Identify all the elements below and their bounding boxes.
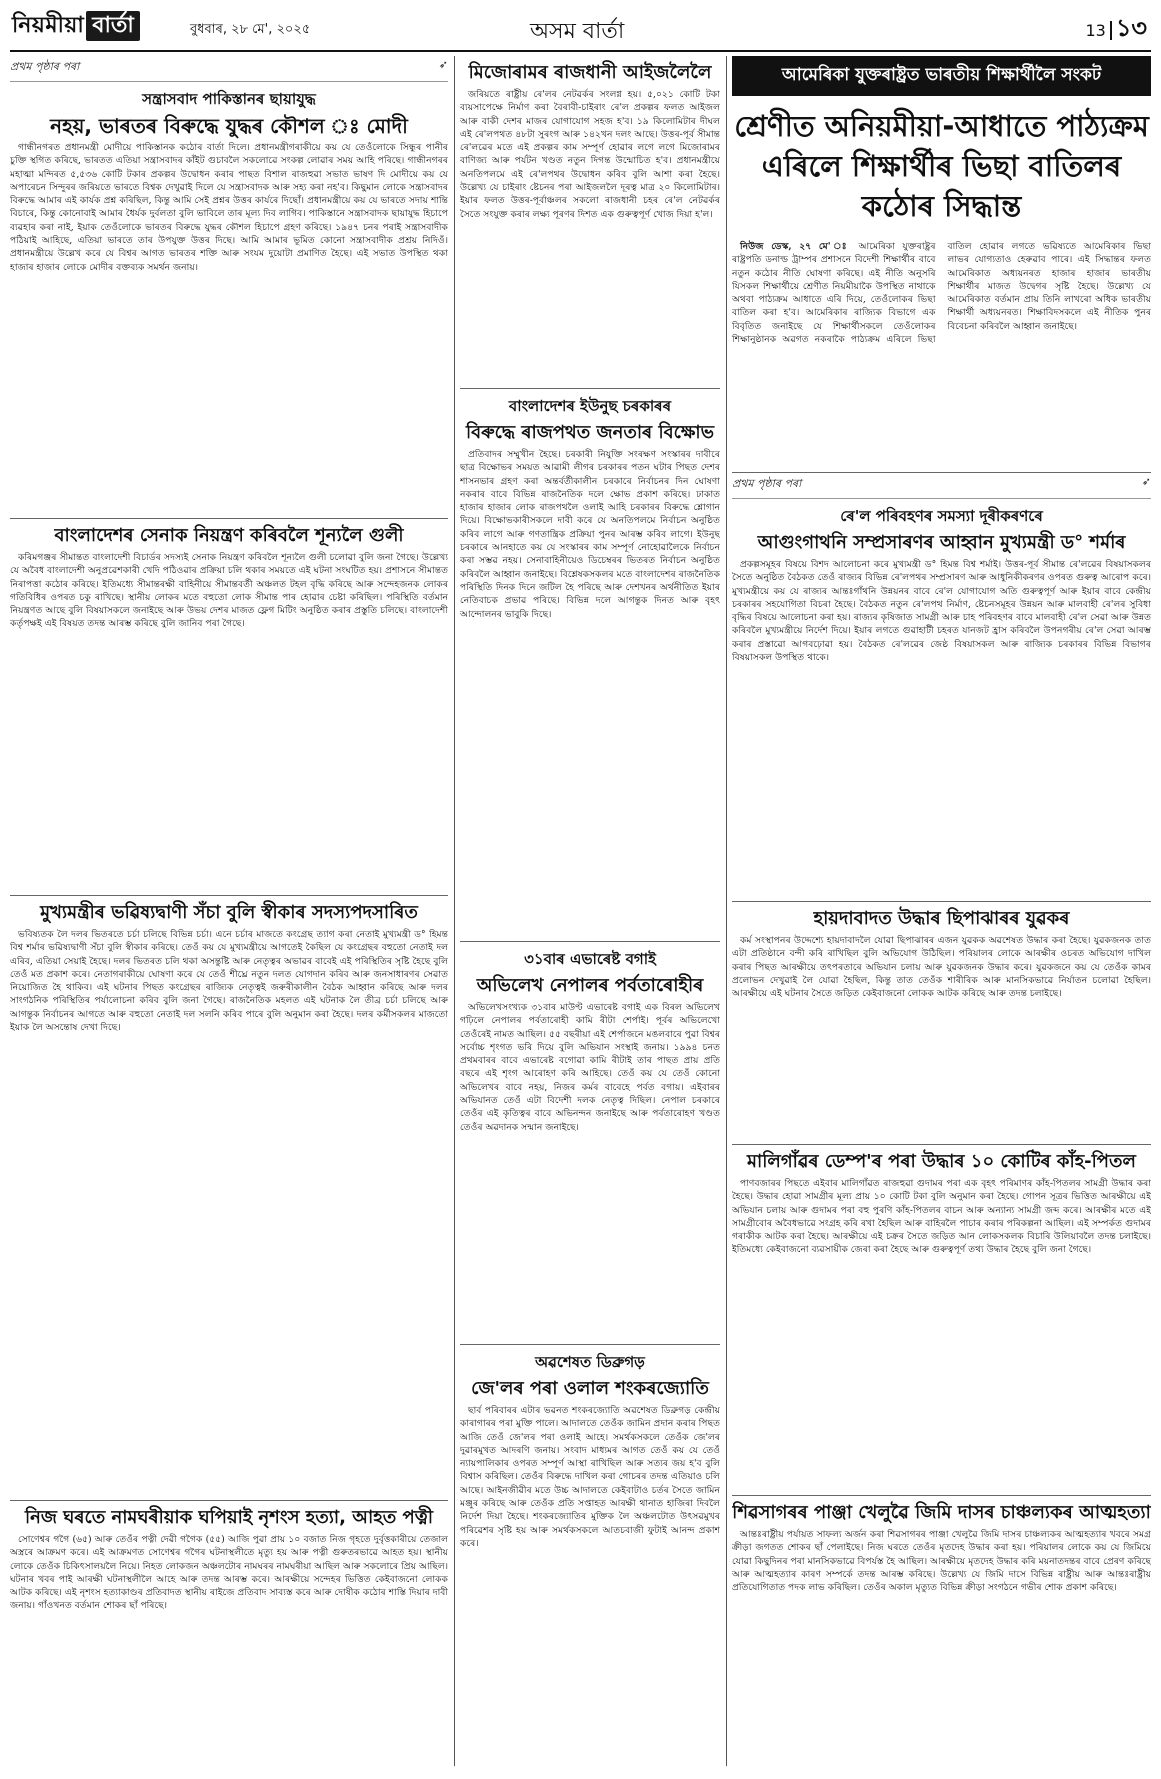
article (10, 519, 448, 896)
newspaper-logo (12, 8, 140, 44)
article-body: সোণেশ্বৰ গগৈ (৬৫) আৰু তেওঁৰ পত্নী দেৱী গগৈক (৫৫) আজি পুৱা প্ৰায় ১০ বজাত নিজ গৃহতে দুৰ্বৃত্তকাৰীয়ে তেজাল অস্ত্ৰৰে আক্ৰমণ কৰে। এই আক্ৰমণত সোণেশ্বৰ গগৈৰ ঘটনাস্থলীতে মৃত্যু হয় আৰু পত্নী গুৰুতৰভাৱে আহত হয়। স্থানীয় লোকে তেওঁক চিকিৎসালয়লৈ নিয়ে। নিহত লোকজন অঞ্চলটোৰ নামঘৰৰ নামঘৰীয়া আছিল আৰু সকলোৰে প্ৰিয় আছিল। ঘটনাৰ খবৰ পাই আৰক্ষী ঘটনাস্থলীলৈ আহে আৰু তদন্ত আৰম্ভ কৰে। আৰক্ষীয়ে সন্দেহৰ ভিত্তিত কেইবাজনো লোকক আটক কৰিছে। এই নৃশংস হত্যাকাণ্ডৰ প্ৰতিবাদত স্থানীয় ৰাইজে প্ৰতিবাদ সাব্যস্ত কৰে আৰু দোষীক কঠোৰ শাস্তি দিয়াৰ দাবী জনায়। গাঁওখনত বৰ্তমান শোকৰ ছাঁ পৰিছে। (10, 1534, 448, 1612)
article (10, 896, 448, 1501)
article-headline: বিৰুদ্ধে ৰাজপথত জনতাৰ বিক্ষোভ (465, 422, 715, 443)
article (732, 1496, 1151, 1756)
lead-article (732, 236, 1151, 473)
article-body: জৰিয়তে ৰাষ্ট্ৰীয় ৰে'লৰ নেটৱৰ্কৰ সংলগ্ন হয়। ৫,০২১ কোটি টকা ব্যয়সাপেক্ষে নিৰ্মাণ কৰা বৈৰাবী-চাইৰাং ৰে'ল প্ৰকল্পৰ ফলত আইজল আৰু বাকী দেশৰ মাজৰ যোগাযোগ সহজ হ'ব। ১৯ কিলোমিটাৰ দীঘল এই ৰে'লপথত ৪৮টা সুৰংগ আৰু ১৪২খন দলং আছে। উত্তৰ-পূৰ্ব সীমান্ত ৰে'লৱেৰ মতে এই প্ৰকল্পৰ কাম সম্পূৰ্ণ হোৱাৰ লগে লগে মিজোৰামৰ বাণিজ্য আৰু পৰ্যটন খণ্ডত নতুন দিগন্ত উন্মোচিত হ'ব। প্ৰধানমন্ত্ৰীয়ে অনতিপলমে এই ৰে'লপথৰ উদ্বোধন কৰিব বুলি আশা কৰা হৈছে। উল্লেখ্য যে চাইৰাং ষ্টেচনৰ পৰা আইজললৈ দূৰত্ব মাত্ৰ ২০ কিলোমিটাৰ। ইয়াৰ ফলত উত্তৰ-পূৰ্বাঞ্চলৰ সকলো ৰাজধানী চহৰ ৰে'ল নেটৱৰ্কৰ সৈতে সংযুক্ত কৰাৰ লক্ষ্য পূৰণৰ দিশত এক গুৰুত্বপূৰ্ণ খোজ দিয়া হ'ল। (460, 89, 720, 220)
article-body: গান্ধীনগৰত প্ৰধানমন্ত্ৰী মোদীয়ে পাকিস্তানক কঠোৰ বাৰ্তা দিলে। প্ৰধানমন্ত্ৰীগৰাকীয়ে কয় যে তেওঁলোকে সিন্ধুৰ পানীৰ চুক্তি স্থগিত কৰিছে, ভাৰতত এতিয়া সন্ত্ৰাসবাদৰ কাঁইট গুচাবলৈ সকলোৱে সংকল্প লোৱাৰ সময় আহি পৰিছে। গান্ধীনগৰৰ মহাত্মা মন্দিৰত ৫,৫৩৬ কোটি টকাৰ প্ৰকল্পৰ উদ্বোধন কৰাৰ পাছত বিশাল ৰাজহুৱা সভাত ভাষণ দি মোদীয়ে কয় যে অপাৰেচন সিন্দুৰৰ জৰিয়তে ভাৰতে বিশ্বক দেখুৱাই দিলে যে সন্ত্ৰাসবাদক আৰু সহ্য কৰা নহ'ব। কিছুমান লোকে সন্ত্ৰাসবাদৰ বিৰুদ্ধে আমাৰ এই কাৰ্যক প্ৰশ্ন কৰিছিল, কিন্তু আমি সেই প্ৰশ্নৰ উত্তৰ কাৰ্যৰে দিছোঁ। প্ৰধানমন্ত্ৰীয়ে কয় যে ভাৰতে সদায় শান্তি বিচাৰে, কিন্তু কোনোবাই আমাৰ ধৈৰ্যক দুৰ্বলতা বুলি ভাবিলে তাৰ মূল্য দিব লাগিব। পাকিস্তানে সন্ত্ৰাসবাদক ছায়াযুদ্ধ হিচাপে ব্যৱহাৰ কৰা নাই, ইয়াক তেওঁলোকে ভাৰতৰ বিৰুদ্ধে যুদ্ধৰ কৌশল হিচাপে গ্ৰহণ কৰিছে। ১৯৪৭ চনৰ পৰাই সন্ত্ৰাসবাদীক পঠিয়াই আহিছে, এতিয়া ভাৰতে তাৰ উপযুক্ত উত্তৰ দিছে। আমি আমাৰ ভূমিত কোনো সন্ত্ৰাসবাদীক প্ৰশ্ৰয় নিদিওঁ। প্ৰধানমন্ত্ৰীয়ে উল্লেখ কৰে যে বিশ্বৰ আগত ভাৰতৰ শক্তি আৰু সংযম দুয়োটা প্ৰমাণিত হৈছে। এই সভাত উপস্থিত থকা হাজাৰ হাজাৰ লোকে মোদীৰ বক্তব্যক সমৰ্থন জনায়। (10, 142, 448, 273)
logo-part2: বাৰ্তা (86, 11, 140, 41)
article-headline: মিজোৰামৰ ৰাজধানী আইজলৈলৈ (468, 62, 712, 83)
article (460, 1345, 720, 1775)
article-kicker: অৱশেষত ডিব্ৰুগড় (535, 1353, 645, 1371)
page-number-latin: 13 (1085, 21, 1111, 40)
article-headline: আগুংগাথনি সম্প্ৰসাৰণৰ আহ্বান মুখ্যমন্ত্ৰী ড° শৰ্মাৰ (757, 532, 1126, 553)
article-headline: মালিগাঁৱৰ ডেম্প'ৰ পৰা উদ্ধাৰ ১০ কোটিৰ কাঁহ-পিতল (747, 1151, 1136, 1172)
article-headline: শিৱসাগৰৰ পাঞ্জা খেলুৱৈ জিমি দাসৰ চাঞ্চল্যকৰ আত্মহত্যা (732, 1502, 1151, 1523)
article-body: কৰ্ম সংস্থাপনৰ উদ্দেশ্যে হায়দাবাদলৈ যোৱা ছিপাঝাৰৰ এজন যুৱকক অৱশেষত উদ্ধাৰ কৰা হৈছে। যুৱকজনক তাত এটা প্ৰতিষ্ঠানে বন্দী কৰি ৰাখিছিল বুলি অভিযোগ উঠিছিল। পৰিয়ালৰ লোকে আৰক্ষীৰ ওচৰত অভিযোগ দাখিল কৰাৰ পিছত আৰক্ষীয়ে তৎপৰতাৰে অভিযান চলায় আৰু যুৱকজনক উদ্ধাৰ কৰে। যুৱকজনে কয় যে তেওঁক কামৰ প্ৰলোভন দেখুৱাই লৈ যোৱা হৈছিল, কিন্তু তাত তেওঁক শাৰীৰিক আৰু মানসিকভাৱে নিৰ্যাতন চলোৱা হৈছিল। আৰক্ষীয়ে এই ঘটনাৰ সৈতে জড়িত কেইবাজনো লোকক আটক কৰিছে আৰু তদন্ত চলাইছে। (732, 935, 1151, 1000)
article-kicker: বাংলাদেশৰ ইউনুছ চৰকাৰৰ (508, 397, 672, 415)
lead-headline: শ্ৰেণীত অনিয়মীয়া-আধাতে পাঠ্যক্ৰম এৰিলে শিক্ষাৰ্থীৰ ভিছা বাতিলৰ কঠোৰ সিদ্ধান্ত (734, 109, 1149, 223)
article-headline: অভিলেখ নেপালৰ পৰ্বতাৰোহীৰ (476, 975, 704, 996)
article (460, 389, 720, 942)
article (460, 56, 720, 389)
article-body: পাণবজাৰৰ পিছতে এইবাৰ মালিগাঁৱত ৰাজহুৱা গুদামৰ পৰা এক বৃহৎ পৰিমাণৰ কাঁহ-পিতলৰ সামগ্ৰী উদ্ধাৰ কৰা হৈছে। উদ্ধাৰ হোৱা সামগ্ৰীৰ মূল্য প্ৰায় ১০ কোটি টকা বুলি অনুমান কৰা হৈছে। গোপন সূত্ৰৰ ভিত্তিত আৰক্ষীয়ে এই অভিযান চলায় আৰু গুদামৰ পৰা বহু পুৰণি কাঁহ-পিতলৰ বাচন আৰু অন্যান্য সামগ্ৰী জব্দ কৰে। আৰক্ষীৰ মতে এই সামগ্ৰীবোৰ অবৈধভাৱে সংগ্ৰহ কৰি ৰখা হৈছিল আৰু বাহিৰলৈ পাচাৰ কৰাৰ পৰিকল্পনা আছিল। এই সম্পৰ্কত গুদামৰ গৰাকীক আটক কৰা হৈছে। আৰক্ষীয়ে এই চক্ৰৰ সৈতে জড়িত আন লোকসকলক বিচাৰি উলিয়াবলৈ তদন্ত চলাইছে। ইতিমধ্যে কেইবাজনো ব্যৱসায়ীক জেৰা কৰা হৈছে আৰু গুৰুত্বপূৰ্ণ তথ্য উদ্ধাৰ হৈছে বুলি জনা গৈছে। (732, 1178, 1151, 1256)
page-number (1085, 10, 1147, 50)
article-body: কৰিমগঞ্জৰ সীমান্তত বাংলাদেশী বিচাৰ্ডৰ সদস্যই সেনাক নিয়ন্ত্ৰণ কৰিবলৈ শূন্যলৈ গুলী চলোৱা বুলি জনা গৈছে। উল্লেখ্য যে অবৈধ বাংলাদেশী অনুপ্ৰৱেশকাৰী খেদি পঠিওৱাৰ প্ৰক্ৰিয়া চলি থকাৰ সময়তে এই ঘটনা সংঘটিত হয়। প্ৰশাসনে সীমান্তত নিৰাপত্তা কঠোৰ কৰিছে। ইতিমধ্যে সীমান্তৰক্ষী বাহিনীয়ে সীমান্তবৰ্তী অঞ্চলত টহল বৃদ্ধি কৰিছে আৰু সন্দেহজনক লোকৰ গতিবিধিৰ ওপৰত চকু ৰাখিছে। স্থানীয় লোকৰ মতে বহুতো লোক সীমান্ত পাৰ হোৱাৰ চেষ্টা কৰিছিল। পৰিস্থিতি বৰ্তমান নিয়ন্ত্ৰণত আছে বুলি বিষয়াসকলে জনাইছে আৰু উভয় দেশৰ মাজত ফ্লেগ মিটিং অনুষ্ঠিত কৰাৰ প্ৰস্তুতি চলিছে। বাংলাদেশী কৰ্তৃপক্ষই এই বিষয়ত তদন্ত আৰম্ভ কৰিছে বুলি জানিব পৰা গৈছে। (10, 552, 448, 630)
article-body: প্ৰতিবাদৰ সম্মুখীন হৈছে। চৰকাৰী নিযুক্তি সংৰক্ষণ সংস্কাৰৰ দাবীৰে ছাত্ৰ বিক্ষোভৰ সময়ত আৱামী লীগৰ চৰকাৰৰ পতন ঘটাৰ পিছত দেশৰ শাসনভাৰ গ্ৰহণ কৰা অন্তৰ্বৰ্তীকালীন চৰকাৰে নিৰ্বাচনৰ দিন ঘোষণা নকৰাৰ বাবে বিভিন্ন ৰাজনৈতিক দলে ক্ষোভ প্ৰকাশ কৰিছে। ঢাকাত হাজাৰ হাজাৰ লোক ৰাজপথলৈ ওলাই আহি চৰকাৰৰ বিৰুদ্ধে শ্লোগান দিয়ে। বিক্ষোভকাৰীসকলে দাবী কৰে যে অনতিপলমে নিৰ্বাচন অনুষ্ঠিত কৰিব লাগে আৰু গণতান্ত্ৰিক প্ৰক্ৰিয়া পুনৰ আৰম্ভ কৰিব লাগে। ইউনুছ চৰকাৰে আনহাতে কয় যে সংস্কাৰৰ কাম সম্পূৰ্ণ নোহোৱালৈকে নিৰ্বাচন কৰা সম্ভৱ নহয়। সেনাবাহিনীয়েও ডিচেম্বৰৰ ভিতৰত নিৰ্বাচন অনুষ্ঠিত কৰিবলৈ আহ্বান জনাইছে। বিশ্লেষকসকলৰ মতে বাংলাদেশৰ ৰাজনৈতিক পৰিস্থিতি দিনক দিনে জটিল হৈ পৰিছে আৰু দেশখনৰ অৰ্থনীতিত ইয়াৰ নেতিবাচক প্ৰভাৱ পৰিছে। বিভিন্ন দলে আগন্তুক দিনত আৰু বৃহৎ আন্দোলনৰ ভাবুকি দিছে। (460, 449, 720, 620)
article-body: অভিলেখসংখ্যক ৩১বাৰ মাউণ্ট এভাৰেষ্ট বগাই এক বিৰল অভিলেখ গঢ়িলে নেপালৰ পৰ্বতাৰোহী কামি ৰীটা শেৰ্পাই। পূৰ্বৰ অভিলেখো তেওঁৰেই নামত আছিল। ৫৫ বছৰীয়া এই শেৰ্পাজনে মঙলবাৰে পুৱা বিশ্বৰ সৰ্বোচ্চ শৃংগত ভৰি দিয়ে বুলি অভিযান সংস্থাই জনায়। ১৯৯৪ চনত প্ৰথমবাৰৰ বাবে এভাৰেষ্ট বগোৱা কামি ৰীটাই তাৰ পাছত প্ৰায় প্ৰতি বছৰে এই শৃংগ আৰোহণ কৰি আহিছে। তেওঁ কয় যে তেওঁ কোনো অভিলেখৰ বাবে নহয়, নিজৰ কৰ্মৰ বাবেহে পৰ্বত বগায়। এইবাৰৰ অভিযানত তেওঁ এটা বিদেশী দলক নেতৃত্ব দিছিল। নেপাল চৰকাৰে তেওঁৰ এই কৃতিত্বৰ বাবে অভিনন্দন জনাইছে আৰু পৰ্বতাৰোহণ খণ্ডত তেওঁৰ অৱদানক সন্মান জনাইছে। (460, 1002, 720, 1133)
dateline: নিউজ ডেস্ক, ২৭ মে' ঃ (740, 241, 852, 252)
issue-date: বুধবাৰ, ২৮ মে', ২০২৫ (190, 22, 311, 37)
article (460, 942, 720, 1345)
article (732, 499, 1151, 902)
column-right (732, 56, 1151, 1756)
logo-part1: নিয়মীয়া (12, 12, 85, 38)
continued-label: প্ৰথম পৃষ্ঠাৰ পৰা ➶ (10, 56, 448, 82)
article-headline: মুখ্যমন্ত্ৰীৰ ভৱিষ্যদ্বাণী সঁচা বুলি স্বীকাৰ সদস্যপদসাৰিত (40, 902, 418, 923)
lead-banner: আমেৰিকা যুক্তৰাষ্ট্ৰত ভাৰতীয় শিক্ষাৰ্থীলৈ সংকট (732, 56, 1151, 96)
article-headline: হায়দাবাদত উদ্ধাৰ ছিপাঝাৰৰ যুৱকৰ (813, 908, 1070, 929)
article-headline: নহয়, ভাৰতৰ বিৰুদ্ধে যুদ্ধৰ কৌশল ঃ মোদী (50, 114, 408, 138)
column-middle (460, 56, 720, 1775)
article-body: প্ৰকল্পসমূহৰ বিষয়ে বিশদ আলোচনা কৰে মুখ্যমন্ত্ৰী ড° হিমন্ত বিশ্ব শৰ্মাই। উত্তৰ-পূৰ্ব সীমান্ত ৰে'লৱেৰ বিষয়াসকলৰ সৈতে অনুষ্ঠিত বৈঠকত তেওঁ ৰাজ্যৰ বিভিন্ন ৰে'লপথৰ সম্প্ৰসাৰণ আৰু আধুনিকীকৰণৰ ওপৰত গুৰুত্ব আৰোপ কৰে। মুখ্যমন্ত্ৰীয়ে কয় যে ৰাজ্যৰ আন্তঃগাঁথনি উন্নয়নৰ বাবে ৰে'ল যোগাযোগ অতি গুৰুত্বপূৰ্ণ আৰু ইয়াৰ বাবে কেন্দ্ৰীয় চৰকাৰৰ সহযোগিতা বিচৰা হৈছে। বৈঠকত নতুন ৰে'লপথ নিৰ্মাণ, ষ্টেচনসমূহৰ উন্নয়ন আৰু মালবাহী ৰে'লৰ সুবিধা বৃদ্ধিৰ বিষয়ে আলোচনা কৰা হয়। ৰাজ্যৰ কৃষিজাত সামগ্ৰী আৰু চাহ পৰিবহণৰ বাবে মালবাহী ৰে'ল সেৱা আৰু উন্নত কৰিবলৈ মুখ্যমন্ত্ৰীয়ে নিৰ্দেশ দিয়ে। ইয়াৰ লগতে গুৱাহাটী চহৰত যানজট হ্ৰাস কৰিবলৈ উপনগৰীয় ৰে'ল সেৱা আৰম্ভ কৰাৰ প্ৰস্তাৱো আগবঢ়োৱা হয়। বৈঠকত ৰে'লৱেৰ জেষ্ঠ বিষয়াসকল আৰু ৰাজ্যিক চৰকাৰৰ বিভিন্ন বিভাগৰ বিষয়াসকল উপস্থিত থাকে। (732, 559, 1151, 664)
column-left (10, 56, 448, 1751)
article-body: নিউজ ডেস্ক, ২৭ মে' ঃ আমেৰিকা যুক্তৰাষ্ট্ৰৰ ৰাষ্ট্ৰপতি ডনাল্ড ট্ৰাম্পৰ প্ৰশাসনে বিদেশী শিক্ষাৰ্থীৰ বাবে নতুন কঠোৰ নীতি ঘোষণা কৰিছে। এই নীতি অনুসৰি যিসকল শিক্ষাৰ্থীয়ে শ্ৰেণীত নিয়মীয়াকৈ উপস্থিত নাথাকে অথবা পাঠ্যক্ৰম আধাতে এৰি দিয়ে, তেওঁলোকৰ ভিছা বাতিল কৰা হ'ব। আমেৰিকাৰ ৰাজ্যিক বিভাগে এক বিবৃতিত জনাইছে যে শিক্ষাৰ্থীসকলে তেওঁলোকৰ শিক্ষানুষ্ঠানক অৱগত নকৰাকৈ পাঠ্যক্ৰম এৰিলে ভিছা বাতিল হোৱাৰ লগতে ভৱিষ্যতে আমেৰিকাৰ ভিছা লাভৰ যোগ্যতাও হেৰুৱাব পাৰে। এই সিদ্ধান্তৰ ফলত আমেৰিকাত অধ্যয়নৰত হাজাৰ হাজাৰ ভাৰতীয় শিক্ষাৰ্থীৰ মাজত উদ্বেগৰ সৃষ্টি হৈছে। উল্লেখ্য যে আমেৰিকাত বৰ্তমান প্ৰায় তিনি লাখৰো অধিক ভাৰতীয় শিক্ষাৰ্থী অধ্যয়নৰত। শিক্ষাবিদসকলে এই নীতিক পুনৰ বিবেচনা কৰিবলৈ আহ্বান জনাইছে। (732, 241, 1151, 346)
column-rule (454, 56, 455, 1766)
article-kicker: ৰে'ল পৰিবহণৰ সমস্যা দূৰীকৰণৰে (840, 507, 1043, 525)
article-headline: বাংলাদেশৰ সেনাক নিয়ন্ত্ৰণ কৰিবলৈ শূন্যলৈ গুলী (54, 525, 404, 546)
article-kicker: সন্ত্ৰাসবাদ পাকিস্তানৰ ছায়াযুদ্ধ (142, 90, 316, 108)
article-headline: জে'লৰ পৰা ওলাল শংকৰজ্যোতি (471, 1378, 709, 1399)
article (732, 902, 1151, 1145)
masthead (10, 6, 1151, 52)
article-kicker: ৩১বাৰ এভাৰেষ্ট বগাই (524, 950, 656, 968)
article (732, 1145, 1151, 1496)
article (10, 82, 448, 519)
article-headline: নিজ ঘৰতে নামঘৰীয়াক ঘপিয়াই নৃশংস হত্যা, আহত পত্নী (24, 1507, 434, 1528)
arrow-icon: ➶ (1141, 475, 1151, 488)
article-body: আন্তঃৰাষ্ট্ৰীয় পৰ্যায়ত সাফল্য অৰ্জন কৰা শিৱসাগৰৰ পাঞ্জা খেলুৱৈ জিমি দাসৰ চাঞ্চল্যকৰ আত্মহত্যাৰ খবৰে সমগ্ৰ ক্ৰীড়া জগতত শোকৰ ছাঁ পেলাইছে। নিজ ঘৰতে তেওঁৰ মৃতদেহ উদ্ধাৰ কৰা হয়। পৰিয়ালৰ লোকে কয় যে জিমিয়ে যোৱা কিছুদিনৰ পৰা মানসিকভাৱে বিপৰ্যস্ত হৈ আছিল। আৰক্ষীয়ে মৃতদেহ উদ্ধাৰ কৰি ময়নাতদন্তৰ বাবে প্ৰেৰণ কৰিছে আৰু আত্মহত্যাৰ কাৰণ সম্পৰ্কে তদন্ত আৰম্ভ কৰিছে। উল্লেখ্য যে জিমি দাসে বিভিন্ন ৰাষ্ট্ৰীয় আৰু আন্তঃৰাষ্ট্ৰীয় প্ৰতিযোগিতাত পদক লাভ কৰিছিল। তেওঁৰ অকাল মৃত্যুত বিভিন্ন ক্ৰীড়া সংগঠনে গভীৰ শোক প্ৰকাশ কৰিছে। (732, 1529, 1151, 1594)
continued-label: প্ৰথম পৃষ্ঠাৰ পৰা ➶ (732, 473, 1151, 499)
arrow-icon: ➶ (438, 58, 448, 71)
article-body: ছাৰ্ব পৰিবাৰৰ এটাৰ ভৱনত শংকৰজ্যোতি অৱশেষত ডিব্ৰুগড় কেন্দ্ৰীয় কাৰাগাৰৰ পৰা মুক্তি পালে। আদালতে তেওঁক জামিন প্ৰদান কৰাৰ পিছত আজি তেওঁ জে'লৰ পৰা ওলাই আহে। সমৰ্থকসকলে তেওঁক জে'লৰ দুৱাৰমুখত আদৰণি জনায়। সংবাদ মাধ্যমৰ আগত তেওঁ কয় যে তেওঁ ন্যায়পালিকাৰ ওপৰত সম্পূৰ্ণ আস্থা ৰাখিছিল আৰু সত্যৰ জয় হ'ব বুলি বিশ্বাস কৰিছিল। তেওঁৰ বিৰুদ্ধে দাখিল কৰা গোচৰৰ তদন্ত এতিয়াও চলি আছে। আইনজীৱীৰ মতে উচ্চ আদালতে কেইবাটাও চৰ্তৰ সৈতে জামিন মঞ্জুৰ কৰিছে আৰু তেওঁক প্ৰতি সপ্তাহত আৰক্ষী থানাত হাজিৰা দিবলৈ নিৰ্দেশ দিয়া হৈছে। শংকৰজ্যোতিৰ মুক্তিক লৈ অঞ্চলটোত উৎসৱমুখৰ পৰিৱেশৰ সৃষ্টি হয় আৰু সমৰ্থকসকলে আতচবাজী ফুটাই আনন্দ প্ৰকাশ কৰে। (460, 1405, 720, 1549)
column-rule (726, 56, 727, 1766)
page-number-assamese: ১৩ (1115, 14, 1147, 42)
article (10, 1501, 448, 1751)
section-title: অসম বাৰ্তা (530, 19, 625, 44)
article-body: ভবিষ্যতক লৈ দলৰ ভিতৰতে চৰ্চা চলিছে বিভিন্ন চৰ্চা। এনে চৰ্চাৰ মাজতে কংগ্ৰেছ ত্যাগ কৰা নেতাই মুখ্যমন্ত্ৰী ড° হিমন্ত বিশ্ব শৰ্মাৰ ভৱিষ্যদ্বাণী সঁচা বুলি স্বীকাৰ কৰিছে। তেওঁ কয় যে মুখ্যমন্ত্ৰীয়ে আগতেই কৈছিল যে কংগ্ৰেছৰ বহুতো নেতাই দল এৰিব, এতিয়া সেয়াই হৈছে। দলৰ ভিতৰত চলি থকা অসন্তুষ্টি আৰু নেতৃত্বৰ অভাৱৰ বাবেই এই পৰিস্থিতিৰ সৃষ্টি হৈছে বুলি তেওঁ মত প্ৰকাশ কৰে। নেতাগৰাকীয়ে ঘোষণা কৰে যে তেওঁ শীঘ্ৰে নতুন দলত যোগদান কৰিব আৰু জনসাধাৰণৰ সেৱাত নিয়োজিত হৈ থাকিব। এই ঘটনাৰ পিছত কংগ্ৰেছৰ ৰাজ্যিক নেতৃত্বই জৰুৰীকালীন বৈঠক আহ্বান কৰিছে আৰু দলৰ সাংগঠনিক পৰিস্থিতিৰ পৰ্যালোচনা কৰিব বুলি জনা গৈছে। ৰাজনৈতিক মহলত এই ঘটনাক লৈ তীব্ৰ চৰ্চা চলিছে আৰু আগন্তুক নিৰ্বাচনৰ আগতে আৰু বহুতো নেতাই দল সলনি কৰিব পাৰে বুলি অনুমান কৰা হৈছে। দলৰ কৰ্মীসকলৰ মাজতো ইয়াক লৈ অসন্তোষ দেখা দিছে। (10, 929, 448, 1034)
